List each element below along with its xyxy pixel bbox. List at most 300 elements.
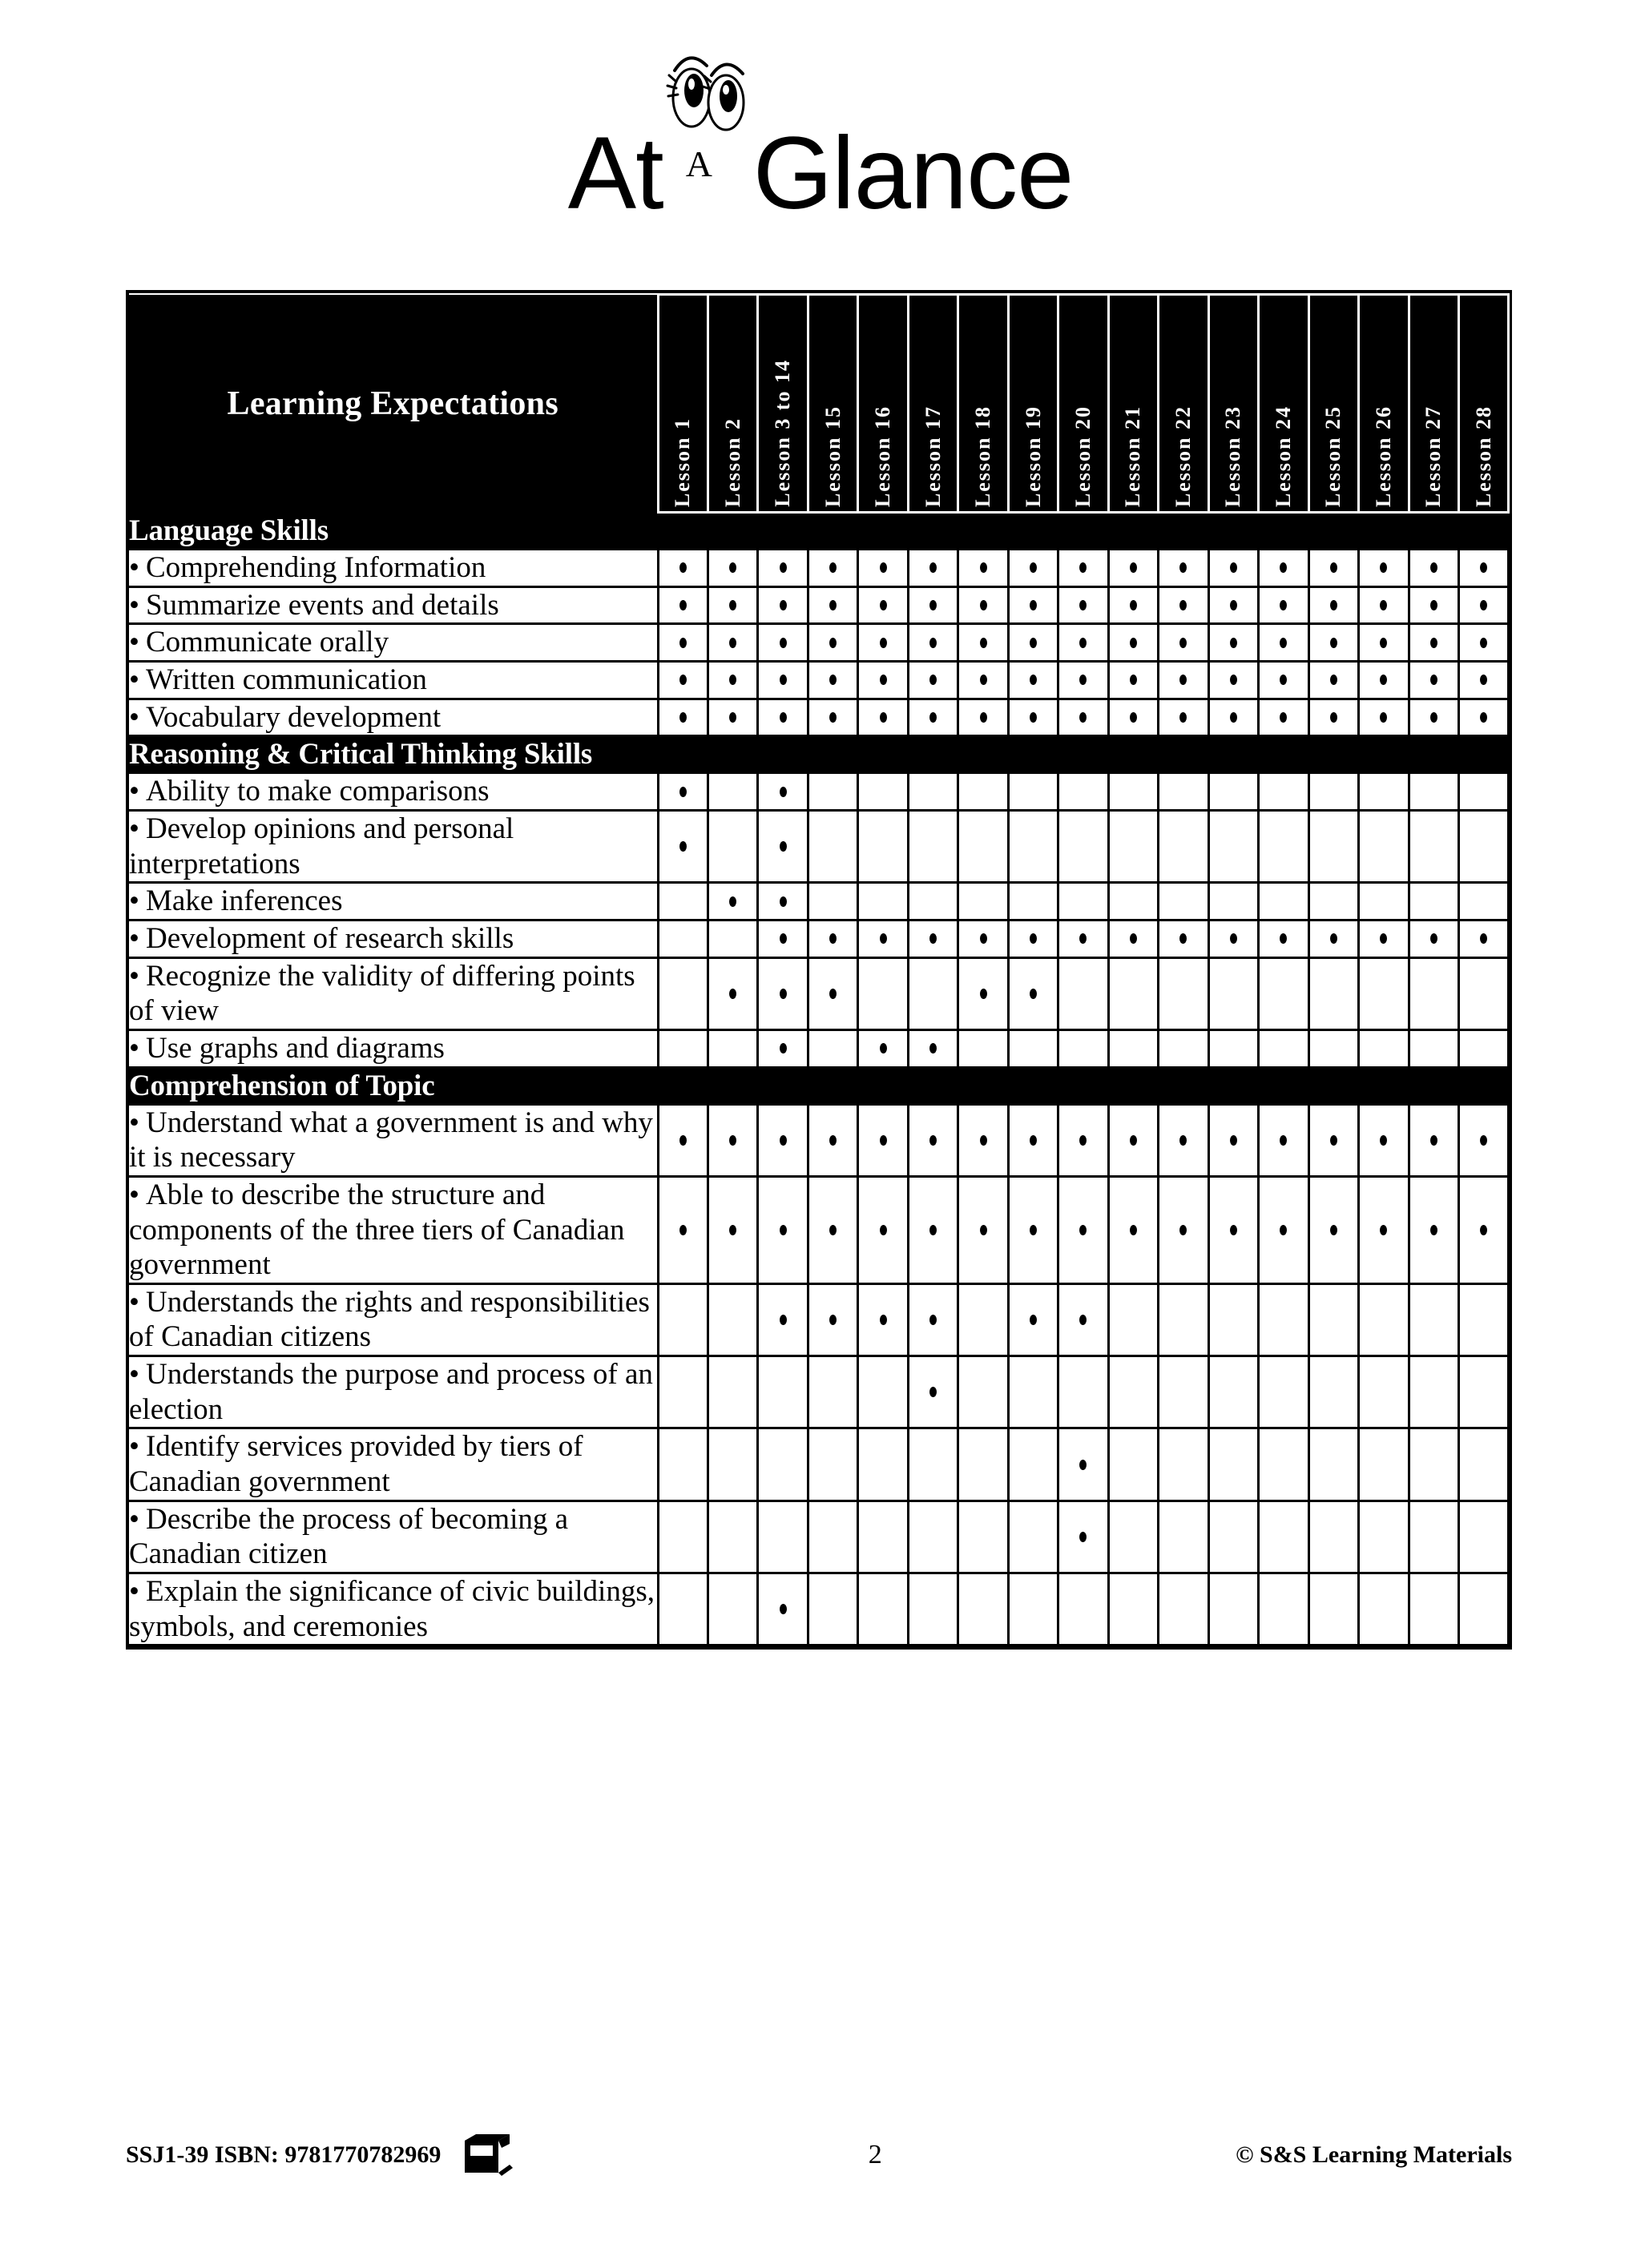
empty-cell[interactable] — [1308, 1283, 1358, 1356]
empty-cell[interactable] — [858, 1356, 908, 1428]
mark-dot-cell[interactable] — [758, 699, 808, 736]
mark-dot-cell[interactable] — [1008, 550, 1058, 587]
mark-dot-cell[interactable] — [1008, 920, 1058, 957]
mark-dot-cell[interactable] — [1058, 586, 1108, 624]
mark-dot-cell[interactable] — [1409, 1176, 1458, 1283]
mark-dot-cell[interactable] — [1008, 586, 1058, 624]
empty-cell[interactable] — [708, 810, 757, 882]
mark-dot-cell[interactable] — [1459, 550, 1509, 587]
mark-dot-cell[interactable] — [908, 1104, 958, 1176]
empty-cell[interactable] — [1058, 773, 1108, 811]
mark-dot-cell[interactable] — [1259, 550, 1308, 587]
mark-dot-cell[interactable] — [1259, 661, 1308, 699]
empty-cell[interactable] — [1008, 1029, 1058, 1067]
empty-cell[interactable] — [1259, 1029, 1308, 1067]
mark-dot-cell[interactable] — [908, 586, 958, 624]
mark-dot-cell[interactable] — [1208, 699, 1258, 736]
mark-dot-cell[interactable] — [1058, 1104, 1108, 1176]
empty-cell[interactable] — [1008, 1428, 1058, 1501]
empty-cell[interactable] — [958, 1428, 1008, 1501]
empty-cell[interactable] — [1058, 1573, 1108, 1646]
mark-dot-cell[interactable] — [1308, 624, 1358, 662]
empty-cell[interactable] — [658, 1573, 708, 1646]
mark-dot-cell[interactable] — [808, 1104, 857, 1176]
empty-cell[interactable] — [808, 1501, 857, 1573]
empty-cell[interactable] — [1308, 1573, 1358, 1646]
mark-dot-cell[interactable] — [1259, 586, 1308, 624]
empty-cell[interactable] — [1259, 1573, 1308, 1646]
empty-cell[interactable] — [1108, 1428, 1158, 1501]
empty-cell[interactable] — [1159, 1356, 1208, 1428]
mark-dot-cell[interactable] — [1008, 957, 1058, 1029]
empty-cell[interactable] — [1159, 1283, 1208, 1356]
empty-cell[interactable] — [1108, 810, 1158, 882]
mark-dot-cell[interactable] — [658, 1104, 708, 1176]
mark-dot-cell[interactable] — [1459, 661, 1509, 699]
mark-dot-cell[interactable] — [758, 810, 808, 882]
empty-cell[interactable] — [708, 1029, 757, 1067]
empty-cell[interactable] — [958, 773, 1008, 811]
empty-cell[interactable] — [1058, 810, 1108, 882]
mark-dot-cell[interactable] — [1208, 586, 1258, 624]
empty-cell[interactable] — [1108, 773, 1158, 811]
empty-cell[interactable] — [858, 1501, 908, 1573]
empty-cell[interactable] — [758, 1356, 808, 1428]
empty-cell[interactable] — [1459, 1029, 1509, 1067]
empty-cell[interactable] — [1359, 957, 1409, 1029]
empty-cell[interactable] — [908, 1428, 958, 1501]
mark-dot-cell[interactable] — [1359, 586, 1409, 624]
empty-cell[interactable] — [1008, 1501, 1058, 1573]
mark-dot-cell[interactable] — [1108, 661, 1158, 699]
empty-cell[interactable] — [1108, 1573, 1158, 1646]
empty-cell[interactable] — [1108, 883, 1158, 920]
empty-cell[interactable] — [1409, 773, 1458, 811]
mark-dot-cell[interactable] — [758, 1573, 808, 1646]
mark-dot-cell[interactable] — [1308, 586, 1358, 624]
empty-cell[interactable] — [1058, 1356, 1108, 1428]
empty-cell[interactable] — [1308, 883, 1358, 920]
empty-cell[interactable] — [808, 883, 857, 920]
mark-dot-cell[interactable] — [1459, 586, 1509, 624]
empty-cell[interactable] — [1108, 1501, 1158, 1573]
mark-dot-cell[interactable] — [1058, 1176, 1108, 1283]
empty-cell[interactable] — [1459, 810, 1509, 882]
mark-dot-cell[interactable] — [958, 661, 1008, 699]
mark-dot-cell[interactable] — [958, 550, 1008, 587]
empty-cell[interactable] — [1159, 957, 1208, 1029]
mark-dot-cell[interactable] — [858, 1029, 908, 1067]
empty-cell[interactable] — [1359, 773, 1409, 811]
empty-cell[interactable] — [958, 883, 1008, 920]
mark-dot-cell[interactable] — [1108, 1104, 1158, 1176]
mark-dot-cell[interactable] — [908, 624, 958, 662]
empty-cell[interactable] — [908, 883, 958, 920]
mark-dot-cell[interactable] — [1008, 624, 1058, 662]
empty-cell[interactable] — [1008, 810, 1058, 882]
mark-dot-cell[interactable] — [1058, 699, 1108, 736]
mark-dot-cell[interactable] — [1208, 661, 1258, 699]
empty-cell[interactable] — [1308, 773, 1358, 811]
empty-cell[interactable] — [1159, 1573, 1208, 1646]
empty-cell[interactable] — [858, 957, 908, 1029]
empty-cell[interactable] — [908, 1573, 958, 1646]
mark-dot-cell[interactable] — [1359, 920, 1409, 957]
empty-cell[interactable] — [1308, 1428, 1358, 1501]
empty-cell[interactable] — [1409, 1029, 1458, 1067]
mark-dot-cell[interactable] — [658, 661, 708, 699]
mark-dot-cell[interactable] — [708, 699, 757, 736]
empty-cell[interactable] — [808, 1573, 857, 1646]
mark-dot-cell[interactable] — [1108, 699, 1158, 736]
empty-cell[interactable] — [1409, 1283, 1458, 1356]
empty-cell[interactable] — [1208, 1573, 1258, 1646]
mark-dot-cell[interactable] — [758, 550, 808, 587]
empty-cell[interactable] — [708, 1573, 757, 1646]
empty-cell[interactable] — [1308, 810, 1358, 882]
mark-dot-cell[interactable] — [908, 1283, 958, 1356]
empty-cell[interactable] — [658, 1501, 708, 1573]
mark-dot-cell[interactable] — [908, 661, 958, 699]
mark-dot-cell[interactable] — [1058, 624, 1108, 662]
empty-cell[interactable] — [808, 1029, 857, 1067]
empty-cell[interactable] — [808, 773, 857, 811]
empty-cell[interactable] — [1409, 1428, 1458, 1501]
empty-cell[interactable] — [1259, 810, 1308, 882]
mark-dot-cell[interactable] — [1108, 1176, 1158, 1283]
mark-dot-cell[interactable] — [1058, 1501, 1108, 1573]
mark-dot-cell[interactable] — [958, 586, 1008, 624]
empty-cell[interactable] — [1359, 1573, 1409, 1646]
empty-cell[interactable] — [1359, 1501, 1409, 1573]
mark-dot-cell[interactable] — [758, 957, 808, 1029]
mark-dot-cell[interactable] — [908, 1176, 958, 1283]
empty-cell[interactable] — [1208, 810, 1258, 882]
mark-dot-cell[interactable] — [858, 920, 908, 957]
empty-cell[interactable] — [658, 1428, 708, 1501]
mark-dot-cell[interactable] — [708, 1176, 757, 1283]
mark-dot-cell[interactable] — [1459, 920, 1509, 957]
empty-cell[interactable] — [708, 1356, 757, 1428]
empty-cell[interactable] — [1409, 1501, 1458, 1573]
mark-dot-cell[interactable] — [1159, 661, 1208, 699]
mark-dot-cell[interactable] — [1409, 661, 1458, 699]
mark-dot-cell[interactable] — [658, 586, 708, 624]
mark-dot-cell[interactable] — [858, 699, 908, 736]
mark-dot-cell[interactable] — [1208, 920, 1258, 957]
mark-dot-cell[interactable] — [1008, 1176, 1058, 1283]
mark-dot-cell[interactable] — [808, 661, 857, 699]
empty-cell[interactable] — [1058, 883, 1108, 920]
empty-cell[interactable] — [1359, 1283, 1409, 1356]
empty-cell[interactable] — [1208, 957, 1258, 1029]
empty-cell[interactable] — [1459, 773, 1509, 811]
empty-cell[interactable] — [1359, 1029, 1409, 1067]
mark-dot-cell[interactable] — [858, 550, 908, 587]
mark-dot-cell[interactable] — [958, 699, 1008, 736]
mark-dot-cell[interactable] — [808, 1283, 857, 1356]
empty-cell[interactable] — [1459, 1501, 1509, 1573]
mark-dot-cell[interactable] — [808, 624, 857, 662]
mark-dot-cell[interactable] — [1208, 624, 1258, 662]
empty-cell[interactable] — [958, 1501, 1008, 1573]
mark-dot-cell[interactable] — [708, 957, 757, 1029]
mark-dot-cell[interactable] — [908, 1356, 958, 1428]
mark-dot-cell[interactable] — [858, 1283, 908, 1356]
empty-cell[interactable] — [1108, 957, 1158, 1029]
mark-dot-cell[interactable] — [958, 624, 1008, 662]
mark-dot-cell[interactable] — [908, 1029, 958, 1067]
mark-dot-cell[interactable] — [958, 957, 1008, 1029]
mark-dot-cell[interactable] — [708, 661, 757, 699]
mark-dot-cell[interactable] — [708, 586, 757, 624]
empty-cell[interactable] — [1159, 883, 1208, 920]
empty-cell[interactable] — [708, 920, 757, 957]
empty-cell[interactable] — [1208, 1428, 1258, 1501]
empty-cell[interactable] — [658, 957, 708, 1029]
empty-cell[interactable] — [1159, 810, 1208, 882]
empty-cell[interactable] — [1259, 883, 1308, 920]
empty-cell[interactable] — [908, 773, 958, 811]
mark-dot-cell[interactable] — [1459, 1176, 1509, 1283]
empty-cell[interactable] — [958, 1029, 1008, 1067]
mark-dot-cell[interactable] — [1159, 550, 1208, 587]
empty-cell[interactable] — [808, 1428, 857, 1501]
mark-dot-cell[interactable] — [908, 550, 958, 587]
empty-cell[interactable] — [1058, 1029, 1108, 1067]
mark-dot-cell[interactable] — [908, 699, 958, 736]
empty-cell[interactable] — [1008, 773, 1058, 811]
mark-dot-cell[interactable] — [1008, 661, 1058, 699]
mark-dot-cell[interactable] — [1208, 550, 1258, 587]
empty-cell[interactable] — [758, 1428, 808, 1501]
mark-dot-cell[interactable] — [1409, 624, 1458, 662]
empty-cell[interactable] — [1359, 1428, 1409, 1501]
mark-dot-cell[interactable] — [1308, 1104, 1358, 1176]
empty-cell[interactable] — [708, 1501, 757, 1573]
empty-cell[interactable] — [1108, 1283, 1158, 1356]
mark-dot-cell[interactable] — [1259, 1176, 1308, 1283]
mark-dot-cell[interactable] — [1259, 699, 1308, 736]
empty-cell[interactable] — [1159, 773, 1208, 811]
mark-dot-cell[interactable] — [1359, 699, 1409, 736]
empty-cell[interactable] — [1459, 1356, 1509, 1428]
empty-cell[interactable] — [658, 920, 708, 957]
mark-dot-cell[interactable] — [1459, 624, 1509, 662]
mark-dot-cell[interactable] — [1159, 1176, 1208, 1283]
mark-dot-cell[interactable] — [658, 773, 708, 811]
empty-cell[interactable] — [1208, 1356, 1258, 1428]
empty-cell[interactable] — [1409, 810, 1458, 882]
mark-dot-cell[interactable] — [658, 699, 708, 736]
empty-cell[interactable] — [1359, 810, 1409, 882]
mark-dot-cell[interactable] — [1359, 550, 1409, 587]
empty-cell[interactable] — [758, 1501, 808, 1573]
empty-cell[interactable] — [958, 810, 1008, 882]
mark-dot-cell[interactable] — [808, 957, 857, 1029]
mark-dot-cell[interactable] — [1159, 1104, 1208, 1176]
empty-cell[interactable] — [1259, 773, 1308, 811]
empty-cell[interactable] — [1008, 1573, 1058, 1646]
empty-cell[interactable] — [958, 1573, 1008, 1646]
mark-dot-cell[interactable] — [1359, 624, 1409, 662]
mark-dot-cell[interactable] — [958, 1176, 1008, 1283]
empty-cell[interactable] — [1308, 957, 1358, 1029]
mark-dot-cell[interactable] — [858, 1176, 908, 1283]
empty-cell[interactable] — [1108, 1356, 1158, 1428]
empty-cell[interactable] — [1459, 1428, 1509, 1501]
empty-cell[interactable] — [1259, 957, 1308, 1029]
empty-cell[interactable] — [1308, 1029, 1358, 1067]
mark-dot-cell[interactable] — [908, 920, 958, 957]
mark-dot-cell[interactable] — [1409, 586, 1458, 624]
empty-cell[interactable] — [858, 1573, 908, 1646]
mark-dot-cell[interactable] — [758, 586, 808, 624]
empty-cell[interactable] — [1259, 1428, 1308, 1501]
mark-dot-cell[interactable] — [1459, 699, 1509, 736]
empty-cell[interactable] — [1159, 1428, 1208, 1501]
mark-dot-cell[interactable] — [1259, 1104, 1308, 1176]
empty-cell[interactable] — [858, 1428, 908, 1501]
mark-dot-cell[interactable] — [1459, 1104, 1509, 1176]
empty-cell[interactable] — [858, 773, 908, 811]
empty-cell[interactable] — [958, 1283, 1008, 1356]
empty-cell[interactable] — [908, 1501, 958, 1573]
empty-cell[interactable] — [1208, 883, 1258, 920]
mark-dot-cell[interactable] — [1308, 920, 1358, 957]
mark-dot-cell[interactable] — [1108, 550, 1158, 587]
empty-cell[interactable] — [908, 957, 958, 1029]
empty-cell[interactable] — [1459, 1283, 1509, 1356]
mark-dot-cell[interactable] — [658, 550, 708, 587]
empty-cell[interactable] — [1409, 957, 1458, 1029]
empty-cell[interactable] — [858, 810, 908, 882]
empty-cell[interactable] — [1208, 1283, 1258, 1356]
mark-dot-cell[interactable] — [1159, 586, 1208, 624]
mark-dot-cell[interactable] — [1058, 920, 1108, 957]
empty-cell[interactable] — [658, 1356, 708, 1428]
empty-cell[interactable] — [1208, 1501, 1258, 1573]
mark-dot-cell[interactable] — [1409, 699, 1458, 736]
mark-dot-cell[interactable] — [758, 1176, 808, 1283]
mark-dot-cell[interactable] — [1308, 661, 1358, 699]
empty-cell[interactable] — [1308, 1356, 1358, 1428]
empty-cell[interactable] — [1459, 1573, 1509, 1646]
empty-cell[interactable] — [1159, 1029, 1208, 1067]
mark-dot-cell[interactable] — [1008, 1283, 1058, 1356]
empty-cell[interactable] — [1459, 883, 1509, 920]
mark-dot-cell[interactable] — [1108, 586, 1158, 624]
mark-dot-cell[interactable] — [1058, 1283, 1108, 1356]
empty-cell[interactable] — [1008, 1356, 1058, 1428]
mark-dot-cell[interactable] — [1308, 1176, 1358, 1283]
mark-dot-cell[interactable] — [1208, 1176, 1258, 1283]
mark-dot-cell[interactable] — [708, 624, 757, 662]
mark-dot-cell[interactable] — [1259, 624, 1308, 662]
mark-dot-cell[interactable] — [658, 624, 708, 662]
empty-cell[interactable] — [1208, 1029, 1258, 1067]
empty-cell[interactable] — [908, 810, 958, 882]
empty-cell[interactable] — [658, 1029, 708, 1067]
mark-dot-cell[interactable] — [758, 773, 808, 811]
mark-dot-cell[interactable] — [758, 1029, 808, 1067]
empty-cell[interactable] — [1108, 1029, 1158, 1067]
mark-dot-cell[interactable] — [758, 1283, 808, 1356]
mark-dot-cell[interactable] — [1409, 1104, 1458, 1176]
mark-dot-cell[interactable] — [708, 1104, 757, 1176]
mark-dot-cell[interactable] — [1409, 550, 1458, 587]
mark-dot-cell[interactable] — [808, 920, 857, 957]
empty-cell[interactable] — [1409, 1356, 1458, 1428]
empty-cell[interactable] — [1208, 773, 1258, 811]
empty-cell[interactable] — [1008, 883, 1058, 920]
mark-dot-cell[interactable] — [1208, 1104, 1258, 1176]
empty-cell[interactable] — [1409, 883, 1458, 920]
empty-cell[interactable] — [1058, 957, 1108, 1029]
mark-dot-cell[interactable] — [708, 550, 757, 587]
mark-dot-cell[interactable] — [708, 883, 757, 920]
empty-cell[interactable] — [1259, 1283, 1308, 1356]
mark-dot-cell[interactable] — [1359, 1104, 1409, 1176]
empty-cell[interactable] — [958, 1356, 1008, 1428]
mark-dot-cell[interactable] — [858, 624, 908, 662]
empty-cell[interactable] — [1159, 1501, 1208, 1573]
empty-cell[interactable] — [708, 1428, 757, 1501]
mark-dot-cell[interactable] — [1159, 624, 1208, 662]
empty-cell[interactable] — [708, 773, 757, 811]
empty-cell[interactable] — [658, 883, 708, 920]
empty-cell[interactable] — [808, 1356, 857, 1428]
mark-dot-cell[interactable] — [1008, 699, 1058, 736]
mark-dot-cell[interactable] — [758, 1104, 808, 1176]
mark-dot-cell[interactable] — [758, 624, 808, 662]
empty-cell[interactable] — [808, 810, 857, 882]
mark-dot-cell[interactable] — [758, 883, 808, 920]
empty-cell[interactable] — [1359, 1356, 1409, 1428]
mark-dot-cell[interactable] — [1259, 920, 1308, 957]
empty-cell[interactable] — [858, 883, 908, 920]
empty-cell[interactable] — [658, 1283, 708, 1356]
empty-cell[interactable] — [1308, 1501, 1358, 1573]
mark-dot-cell[interactable] — [1308, 699, 1358, 736]
mark-dot-cell[interactable] — [1159, 699, 1208, 736]
mark-dot-cell[interactable] — [1058, 550, 1108, 587]
empty-cell[interactable] — [1359, 883, 1409, 920]
mark-dot-cell[interactable] — [958, 1104, 1008, 1176]
mark-dot-cell[interactable] — [808, 586, 857, 624]
empty-cell[interactable] — [1409, 1573, 1458, 1646]
mark-dot-cell[interactable] — [808, 699, 857, 736]
mark-dot-cell[interactable] — [658, 810, 708, 882]
mark-dot-cell[interactable] — [858, 661, 908, 699]
mark-dot-cell[interactable] — [1058, 661, 1108, 699]
mark-dot-cell[interactable] — [758, 661, 808, 699]
mark-dot-cell[interactable] — [1359, 661, 1409, 699]
empty-cell[interactable] — [1459, 957, 1509, 1029]
mark-dot-cell[interactable] — [1008, 1104, 1058, 1176]
mark-dot-cell[interactable] — [1359, 1176, 1409, 1283]
mark-dot-cell[interactable] — [858, 586, 908, 624]
mark-dot-cell[interactable] — [1308, 550, 1358, 587]
mark-dot-cell[interactable] — [1409, 920, 1458, 957]
mark-dot-cell[interactable] — [958, 920, 1008, 957]
mark-dot-cell[interactable] — [1159, 920, 1208, 957]
mark-dot-cell[interactable] — [858, 1104, 908, 1176]
empty-cell[interactable] — [708, 1283, 757, 1356]
mark-dot-cell[interactable] — [658, 1176, 708, 1283]
mark-dot-cell[interactable] — [1108, 624, 1158, 662]
mark-dot-cell[interactable] — [808, 550, 857, 587]
